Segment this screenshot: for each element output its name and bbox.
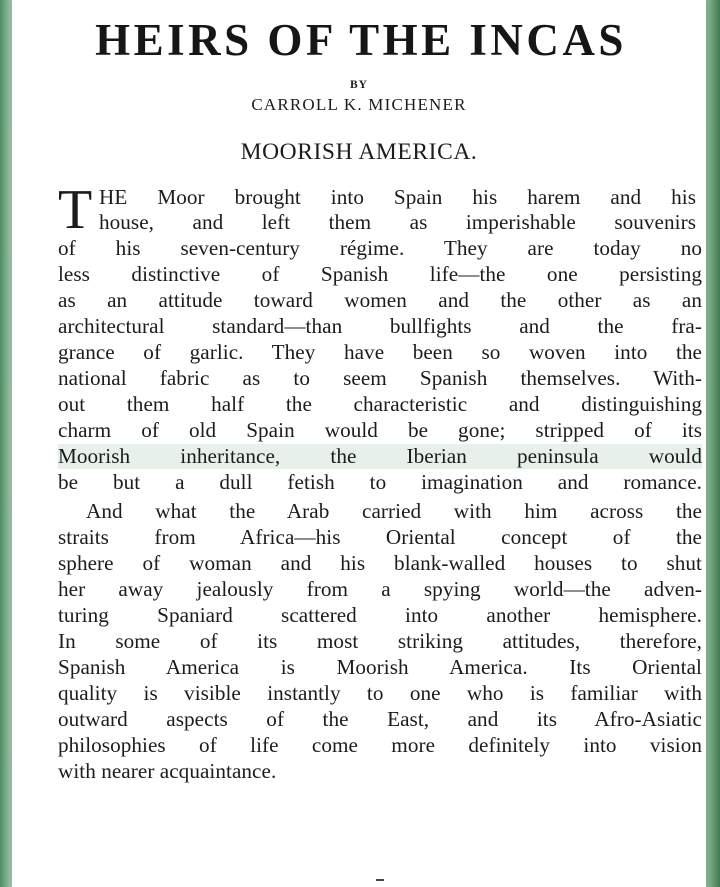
byline-label: BY [350, 79, 368, 91]
text-line: her away jealously from a spying world—the adven- [58, 577, 702, 601]
text-line: HE Moor brought into Spain his harem and his [99, 185, 696, 209]
text-line: outward aspects of the East, and its Afro-Asiatic [58, 707, 702, 731]
drop-cap: T [58, 179, 93, 241]
text-line: And what the Arab carried with him across the [86, 499, 702, 523]
text-line: architectural standard—than bullfights and the fra- [58, 314, 702, 338]
article-page [12, 0, 706, 887]
text-line: national fabric as to seem Spanish themselves. With- [58, 366, 702, 390]
text-line: Moorish inheritance, the Iberian peninsula would [58, 444, 702, 468]
text-line: charm of old Spain would be gone; stripped of its [58, 418, 702, 442]
page-end-mark [376, 879, 384, 881]
article-heading: HEIRS OF THE INCAS [95, 15, 627, 65]
text-line: of his seven-century régime. They are today no [58, 236, 702, 260]
text-line: In some of its most striking attitudes, therefore, [58, 629, 702, 653]
text-line: as an attitude toward women and the other as an [58, 288, 702, 312]
text-line: grance of garlic. They have been so woven into the [58, 340, 702, 364]
text-line: out them half the characteristic and distinguishing [58, 392, 702, 416]
text-line: philosophies of life come more definitely into vision [58, 733, 702, 757]
text-line: Spanish America is Moorish America. Its Oriental [58, 655, 702, 679]
author-name: CARROLL K. MICHENER [251, 95, 467, 114]
text-line: quality is visible instantly to one who is familiar with [58, 681, 702, 705]
text-line: less distinctive of Spanish life—the one persisting [58, 262, 702, 286]
text-line: sphere of woman and his blank-walled houses to shut [58, 551, 702, 575]
text-line: with nearer acquaintance. [58, 759, 277, 783]
section-subtitle: MOORISH AMERICA. [240, 139, 478, 165]
text-line: straits from Africa—his Oriental concept of the [58, 525, 702, 549]
text-line: house, and left them as imperishable souvenirs [99, 210, 696, 234]
text-line: turing Spaniard scattered into another hemisphere. [58, 603, 702, 627]
text-line: be but a dull fetish to imagination and romance. [58, 470, 702, 494]
